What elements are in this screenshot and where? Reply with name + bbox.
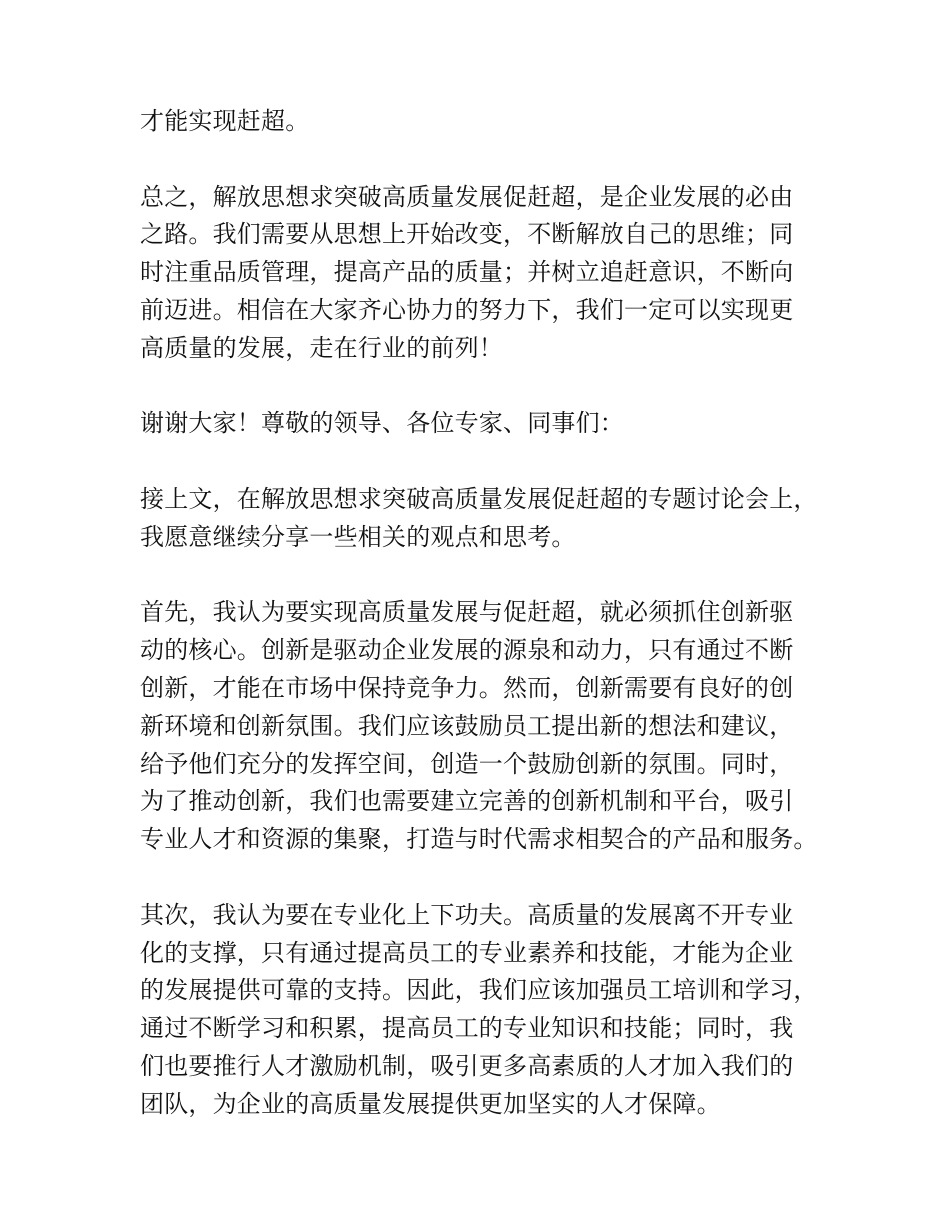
text-line: 为了推动创新，我们也需要建立完善的创新机制和平台，吸引	[140, 787, 794, 816]
paragraph-gap	[140, 557, 830, 595]
text-line: 动的核心。创新是驱动企业发展的源泉和动力，只有通过不断	[140, 636, 794, 665]
text-line: 高质量的发展，走在行业的前列！	[140, 333, 503, 362]
text-line: 总之，解放思想求突破高质量发展促赶超，是企业发展的必由	[140, 182, 794, 211]
text-line: 谢谢大家！尊敬的领导、各位专家、同事们：	[140, 409, 624, 438]
text-line: 创新，才能在市场中保持竞争力。然而，创新需要有良好的创	[140, 673, 794, 702]
text-line: 其次，我认为要在专业化上下功夫。高质量的发展离不开专业	[140, 900, 794, 929]
paragraph-2	[140, 179, 830, 368]
text-line: 团队，为企业的高质量发展提供更加坚实的人才保障。	[140, 1089, 721, 1118]
text-line: 之路。我们需要从思想上开始改变，不断解放自己的思维；同	[140, 220, 794, 249]
paragraph-5	[140, 594, 830, 859]
text-line: 给予他们充分的发挥空间，创造一个鼓励创新的氛围。同时，	[140, 749, 794, 778]
paragraph-gap	[140, 443, 830, 481]
text-line: 专业人才和资源的集聚，打造与时代需求相契合的产品和服务。	[140, 825, 818, 854]
paragraph-gap	[140, 368, 830, 406]
paragraph-3	[140, 405, 830, 443]
text-line: 通过不断学习和积累，提高员工的专业知识和技能；同时，我	[140, 1014, 794, 1043]
text-line: 时注重品质管理，提高产品的质量；并树立追赶意识，不断向	[140, 258, 794, 287]
text-line: 接上文，在解放思想求突破高质量发展促赶超的专题讨论会上，	[140, 484, 818, 513]
text-line: 新环境和创新氛围。我们应该鼓励员工提出新的想法和建议，	[140, 711, 794, 740]
text-line: 我愿意继续分享一些相关的观点和思考。	[140, 522, 576, 551]
text-line: 的发展提供可靠的支持。因此，我们应该加强员工培训和学习，	[140, 976, 818, 1005]
text-line: 化的支撑，只有通过提高员工的专业素养和技能，才能为企业	[140, 938, 794, 967]
paragraph-6	[140, 897, 830, 1124]
paragraph-4	[140, 481, 830, 557]
text-line: 才能实现赶超。	[140, 107, 310, 135]
paragraph-gap	[140, 141, 830, 179]
paragraph-1	[140, 103, 830, 141]
text-line: 首先，我认为要实现高质量发展与促赶超，就必须抓住创新驱	[140, 598, 794, 627]
text-line: 们也要推行人才激励机制，吸引更多高素质的人才加入我们的	[140, 1051, 794, 1080]
text-line: 前迈进。相信在大家齐心协力的努力下，我们一定可以实现更	[140, 295, 794, 324]
paragraph-gap	[140, 859, 830, 897]
document-body	[140, 103, 830, 1124]
